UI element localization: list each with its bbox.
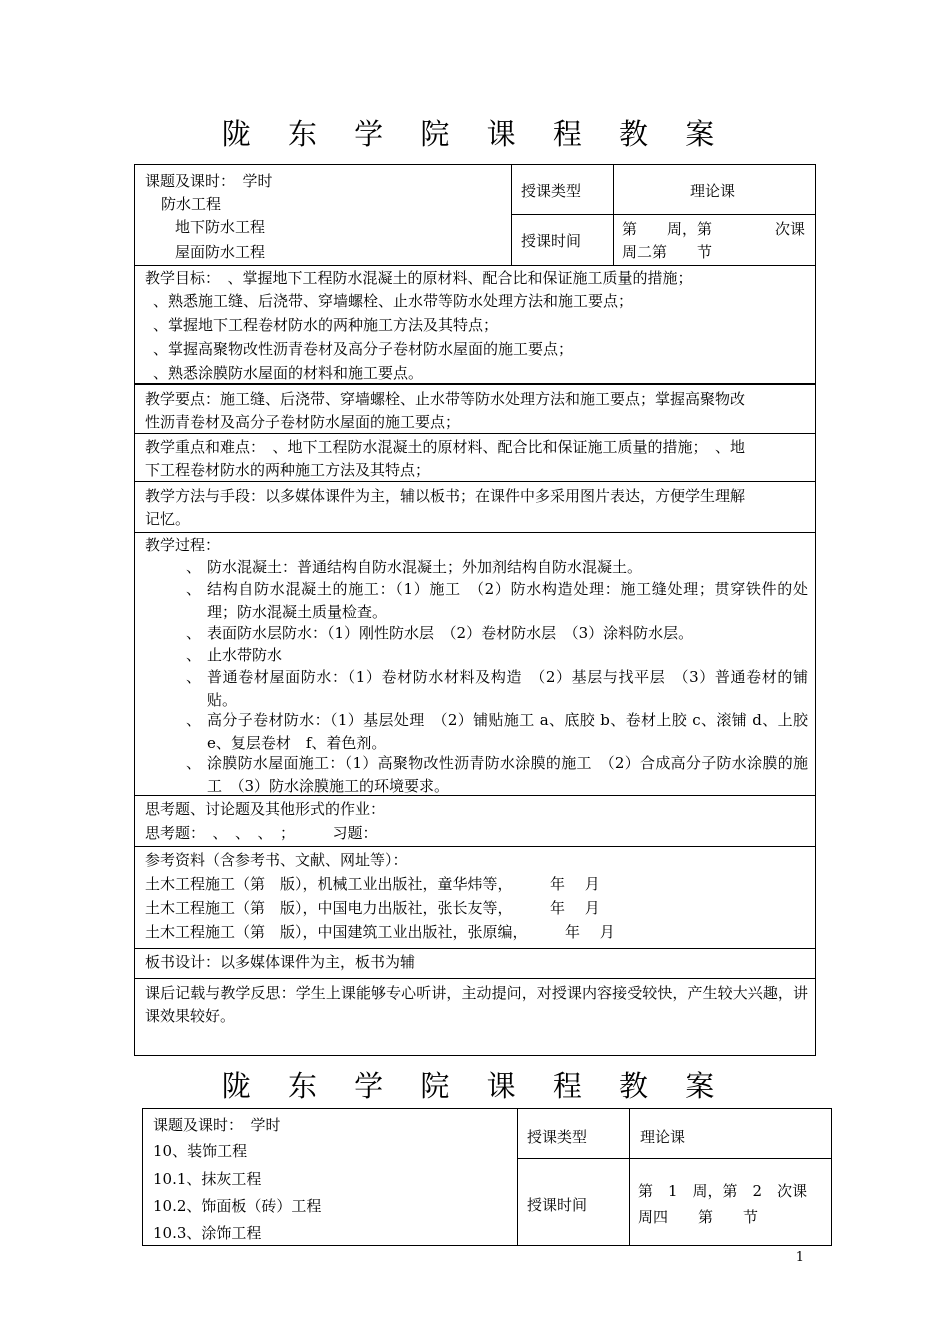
col-divider — [629, 1108, 630, 1246]
process-bullet: 、 — [186, 711, 202, 729]
reflection-text: 课后记载与教学反思：学生上课能够专心听讲，主动提问，对授课内容接受较快，产生较大兴趣，讲课效果较好。 — [145, 984, 808, 1025]
lesson-type-label: 授课类型 — [527, 1128, 588, 1146]
topic-item: 10、装饰工程 — [153, 1142, 248, 1160]
row-divider — [517, 1158, 832, 1159]
lesson-time-period: 周二第 节 — [622, 243, 713, 261]
process-item: 结构自防水混凝土的施工：（1）施工 （2）防水构造处理：施工缝处理；贯穿铁件的处理；防水混凝土质量检查。 — [207, 580, 808, 621]
process-bullet: 、 — [186, 668, 202, 686]
col-divider — [517, 1108, 518, 1246]
page-title: 陇 东 学 院 课 程 教 案 — [221, 117, 729, 151]
objectives-line: 、熟悉施工缝、后浇带、穿墙螺栓、止水带等防水处理方法和施工要点； — [153, 292, 634, 310]
lesson-type-value: 理论课 — [690, 182, 736, 200]
process-item: 涂膜防水屋面施工：（1）高聚物改性沥青防水涂膜的施工 （2）合成高分子防水涂膜的施工 （3）防水涂膜施工的环境要求。 — [207, 754, 808, 795]
row-divider — [134, 532, 816, 533]
process-bullet: 、 — [186, 558, 202, 576]
row-divider — [134, 978, 816, 979]
process-item: 普通卷材屋面防水：（1）卷材防水材料及构造 （2）基层与找平层 （3）普通卷材的铺贴。 — [207, 668, 808, 709]
lesson-time-label: 授课时间 — [527, 1196, 588, 1214]
topic-item: 防水工程 — [161, 195, 222, 213]
homework-line: 思考题： 、 、 、 ； 习题： — [145, 824, 378, 842]
lesson-time-label: 授课时间 — [521, 232, 582, 250]
course-hours-label: 课题及课时： 学时 — [145, 172, 273, 190]
key-points-line: 性沥青卷材及高分子卷材防水屋面的施工要点； — [145, 413, 461, 431]
topic-item: 地下防水工程 — [175, 218, 266, 236]
reference-item: 土木工程施工（第 版），机械工业出版社，童华炜等， 年 月 — [145, 875, 600, 893]
process-item: 表面防水层防水：（1）刚性防水层 （2）卷材防水层 （3）涂料防水层。 — [207, 624, 694, 642]
topic-item: 屋面防水工程 — [175, 243, 266, 261]
lesson-time-period: 周四 第 节 — [638, 1208, 759, 1226]
process-bullet: 、 — [186, 580, 202, 598]
homework-line: 思考题、讨论题及其他形式的作业： — [145, 800, 386, 818]
process-bullet: 、 — [186, 624, 202, 642]
reference-item: 土木工程施工（第 版），中国建筑工业出版社，张原编， 年 月 — [145, 923, 615, 941]
page-title: 陇 东 学 院 课 程 教 案 — [221, 1069, 729, 1103]
board-design: 板书设计：以多媒体课件为主，板书为辅 — [145, 953, 416, 971]
course-hours-label: 课题及课时： 学时 — [153, 1116, 281, 1134]
reference-item: 土木工程施工（第 版），中国电力出版社，张长友等， 年 月 — [145, 899, 600, 917]
topic-item: 10.1、抹灰工程 — [153, 1170, 262, 1188]
methods-line: 记忆。 — [145, 510, 191, 528]
row-divider — [134, 265, 816, 266]
references-heading: 参考资料（含参考书、文献、网址等）： — [145, 851, 408, 869]
lesson-time-session: 次课 — [775, 220, 806, 238]
lesson-time-week: 第 1 周，第 2 次课 — [638, 1182, 808, 1200]
objectives-line: 教学目标： 、掌握地下工程防水混凝土的原材料、配合比和保证施工质量的措施； — [145, 269, 693, 287]
key-points-line: 教学要点：施工缝、后浇带、穿墙螺栓、止水带等防水处理方法和施工要点；掌握高聚物改 — [145, 390, 746, 408]
page-number: 1 — [795, 1250, 804, 1265]
objectives-line: 、掌握地下工程卷材防水的两种施工方法及其特点； — [153, 316, 499, 334]
process-bullet: 、 — [186, 646, 202, 664]
row-divider — [511, 214, 816, 215]
row-divider — [134, 948, 816, 949]
objectives-line: 、熟悉涂膜防水屋面的材料和施工要点。 — [153, 364, 424, 382]
difficulties-line: 下工程卷材防水的两种施工方法及其特点； — [145, 461, 431, 479]
lesson-time-week: 第 周，第 — [622, 220, 713, 238]
topic-item: 10.3、涂饰工程 — [153, 1224, 262, 1242]
process-heading: 教学过程： — [145, 536, 221, 554]
row-divider — [134, 846, 816, 847]
process-item: 止水带防水 — [207, 646, 283, 664]
process-item: 防水混凝土：普通结构自防水混凝土；外加剂结构自防水混凝土。 — [207, 558, 643, 576]
methods-line: 教学方法与手段：以多媒体课件为主，辅以板书；在课件中多采用图片表达，方便学生理解 — [145, 487, 746, 505]
difficulties-line: 教学重点和难点： 、地下工程防水混凝土的原材料、配合比和保证施工质量的措施； 、地 — [145, 438, 746, 456]
lesson-type-value: 理论课 — [640, 1128, 686, 1146]
process-bullet: 、 — [186, 754, 202, 772]
lesson-type-label: 授课类型 — [521, 182, 582, 200]
topic-item: 10.2、饰面板（砖）工程 — [153, 1197, 322, 1215]
objectives-line: 、掌握高聚物改性沥青卷材及高分子卷材防水屋面的施工要点； — [153, 340, 574, 358]
process-item: 高分子卷材防水：（1）基层处理 （2）铺贴施工 a、底胶 b、卷材上胶 c、滚铺 d、上胶 e、复层卷材 f、着色剂。 — [207, 711, 824, 752]
